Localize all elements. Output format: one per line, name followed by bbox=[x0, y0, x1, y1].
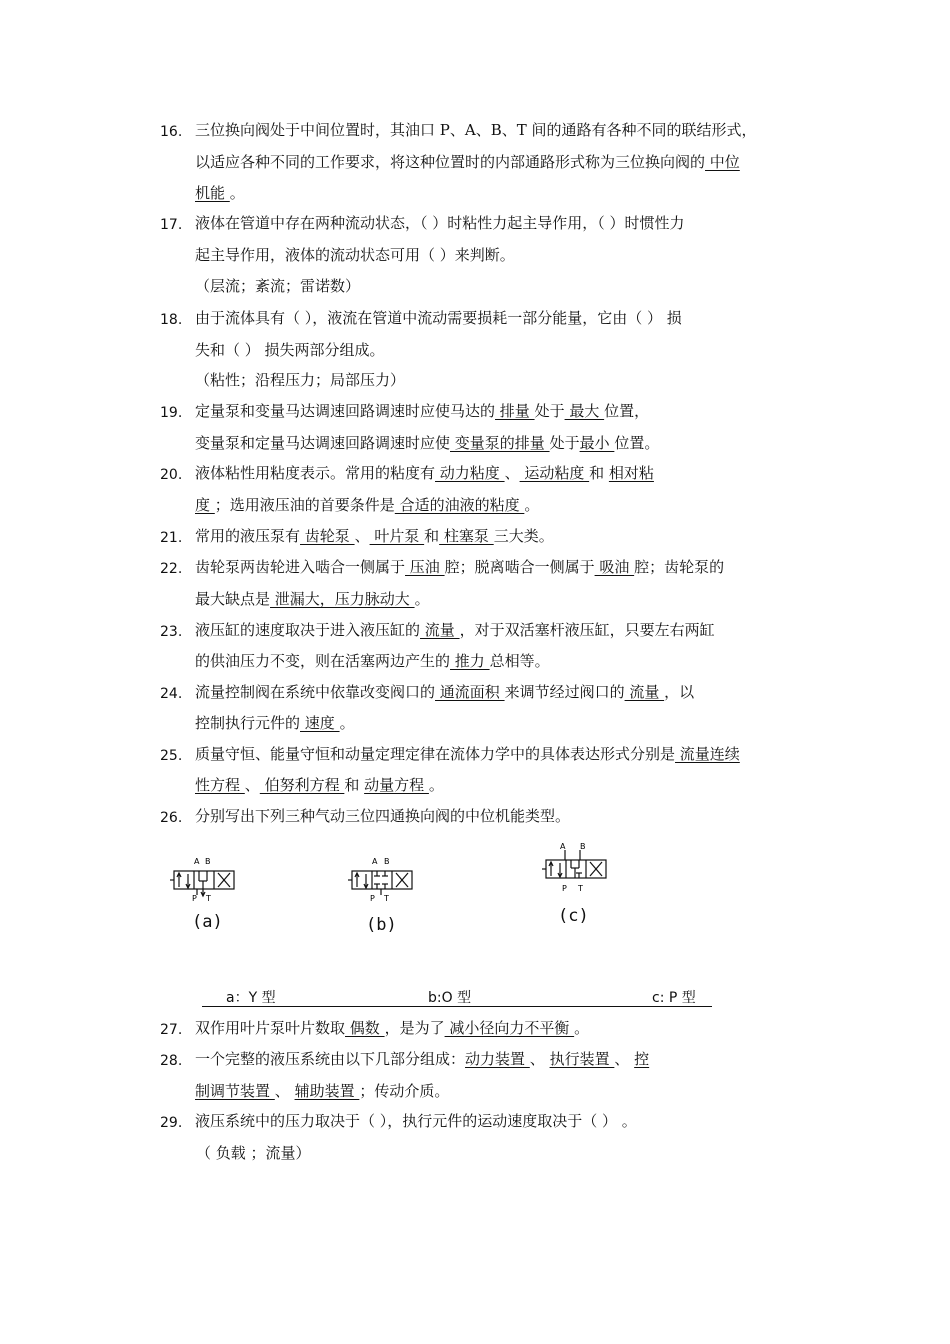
answer-blank: 度 bbox=[195, 496, 215, 514]
text: 定量泵和变量马达调速回路调速时应使马达的 bbox=[195, 402, 496, 420]
question-17-line-1: 液体在管道中存在两种流动状态，（ ）时粘性力起主导作用，（ ）时惯性力 bbox=[195, 214, 685, 232]
text: 。 bbox=[574, 1019, 590, 1037]
port-label-t: T bbox=[384, 894, 389, 902]
question-19-line-1 bbox=[195, 401, 649, 421]
answer-blank: 减小径向力不平衡 bbox=[444, 1019, 575, 1037]
port-label-t: T bbox=[578, 884, 583, 893]
question-number: 16. bbox=[160, 124, 183, 140]
question-28-line-2 bbox=[195, 1081, 449, 1101]
question-number: 18. bbox=[160, 312, 183, 328]
text: 。 bbox=[339, 714, 355, 732]
question-18-line-1: 由于流体具有（ ），液流在管道中流动需要损耗一部分能量，它由（ ） 损 bbox=[195, 309, 682, 327]
diagram-caption-b: (b) bbox=[366, 915, 397, 935]
question-29-line-1: 液压系统中的压力取决于（ ），执行元件的运动速度取决于（ ） 。 bbox=[195, 1112, 637, 1130]
text: 控制执行元件的 bbox=[195, 714, 301, 732]
question-number: 22. bbox=[160, 561, 183, 577]
text: 、 bbox=[529, 1050, 550, 1068]
text: 、 bbox=[504, 464, 520, 482]
text: 质量守恒、能量守恒和动量定理定律在流体力学中的具体表达形式分别是 bbox=[195, 745, 676, 763]
valve-diagram-a bbox=[168, 852, 240, 902]
answer-blank: 泄漏大，压力脉动大 bbox=[270, 590, 415, 608]
text: 和 bbox=[344, 776, 365, 794]
text: 。 bbox=[229, 184, 245, 202]
answer-blank: 最大 bbox=[564, 402, 605, 420]
text: 来调节经过阀口的 bbox=[504, 683, 625, 701]
answer-blank: 中位 bbox=[705, 153, 740, 171]
question-27-line-1 bbox=[195, 1018, 589, 1038]
valve-diagram-b bbox=[346, 852, 418, 902]
question-28-line-1 bbox=[195, 1049, 649, 1069]
question-17-answer: （层流；紊流；雷诺数） bbox=[195, 277, 361, 295]
question-number: 25. bbox=[160, 748, 183, 764]
answer-blank: 柱塞泵 bbox=[439, 527, 494, 545]
text: ，对于双活塞杆液压缸，只要左右两缸 bbox=[459, 621, 715, 639]
answer-blank: 流量 bbox=[624, 683, 665, 701]
text: 位置， bbox=[604, 402, 650, 420]
question-20-line-2 bbox=[195, 495, 539, 515]
text: 液压缸的速度取决于进入液压缸的 bbox=[195, 621, 421, 639]
answer-a: a：Y 型 bbox=[226, 990, 276, 1006]
answer-blank: 吸油 bbox=[594, 558, 635, 576]
port-label-p: P bbox=[562, 884, 567, 893]
question-18-line-2: 失和（ ） 损失两部分组成。 bbox=[195, 341, 385, 359]
answer-blank: 变量泵的排量 bbox=[450, 434, 550, 452]
answer-blank: 叶片泵 bbox=[369, 527, 425, 545]
question-number: 28. bbox=[160, 1053, 183, 1069]
text: 、 bbox=[614, 1050, 635, 1068]
text: 的供油压力不变，则在活塞两边产生的 bbox=[195, 652, 451, 670]
question-number: 23. bbox=[160, 624, 183, 640]
question-16-line-2 bbox=[195, 152, 740, 172]
answer-b: b:O 型 bbox=[428, 990, 472, 1006]
port-label-t: T bbox=[206, 894, 211, 902]
answer-blank: 伯努利方程 bbox=[259, 776, 345, 794]
text: 、 bbox=[244, 776, 260, 794]
text: 三大类。 bbox=[493, 527, 554, 545]
text: 以适应各种不同的工作要求，将这种位置时的内部通路形式称为三位换向阀的 bbox=[195, 153, 706, 171]
text: ，以 bbox=[664, 683, 695, 701]
answer-blank: 动量方程 bbox=[364, 776, 429, 794]
answer-blank: 流量连续 bbox=[675, 745, 740, 763]
question-number: 20. bbox=[160, 467, 183, 483]
text: 双作用叶片泵叶片数取 bbox=[195, 1019, 346, 1037]
answer-blank: 速度 bbox=[300, 714, 340, 732]
answer-blank: 通流面积 bbox=[435, 683, 505, 701]
answer-blank: 推力 bbox=[450, 652, 490, 670]
answer-blank: 机能 bbox=[195, 184, 230, 202]
text: 、 bbox=[354, 527, 370, 545]
text: 处于 bbox=[549, 434, 580, 452]
port-label-b: B bbox=[580, 842, 586, 851]
diagram-caption-a: (a) bbox=[192, 912, 223, 932]
answer-blank: 制调节装置 bbox=[195, 1082, 275, 1100]
question-18-answer: （粘性；沿程压力；局部压力） bbox=[195, 371, 406, 389]
answer-blank: 控 bbox=[634, 1050, 650, 1068]
text: 常用的液压泵有 bbox=[195, 527, 301, 545]
text: ；传动介质。 bbox=[359, 1082, 450, 1100]
answer-c: c: P 型 bbox=[652, 990, 696, 1006]
port-label-p: P bbox=[370, 894, 375, 902]
question-number: 17. bbox=[160, 217, 183, 233]
question-16-line-3 bbox=[195, 183, 245, 203]
text: 位置。 bbox=[614, 434, 660, 452]
answer-blank: 合适的油液的粘度 bbox=[394, 496, 525, 514]
text: 。 bbox=[414, 590, 430, 608]
answer-blank: 流量 bbox=[420, 621, 460, 639]
text: 流量控制阀在系统中依靠改变阀口的 bbox=[195, 683, 436, 701]
answer-blank: 性方程 bbox=[195, 776, 245, 794]
text: 总相等。 bbox=[489, 652, 550, 670]
text: ；选用液压油的首要条件是 bbox=[214, 496, 395, 514]
text: 、 bbox=[274, 1082, 295, 1100]
question-21-line-1 bbox=[195, 526, 554, 546]
port-label-a: A bbox=[372, 857, 378, 866]
answer-blank: 压油 bbox=[405, 558, 445, 576]
port-label-b: B bbox=[384, 857, 390, 866]
port-label-b: B bbox=[205, 857, 211, 866]
question-22-line-1 bbox=[195, 557, 724, 577]
answer-blank: 齿轮泵 bbox=[300, 527, 355, 545]
answer-blank: 动力粘度 bbox=[435, 464, 505, 482]
answer-blank: 执行装置 bbox=[549, 1050, 615, 1068]
question-19-line-2 bbox=[195, 433, 659, 453]
question-number: 19. bbox=[160, 405, 183, 421]
text: ，是为了 bbox=[384, 1019, 445, 1037]
question-25-line-1 bbox=[195, 744, 740, 764]
port-label-p: P bbox=[192, 894, 197, 902]
text: 。 bbox=[524, 496, 540, 514]
valve-diagram-c bbox=[540, 840, 612, 896]
answer-blank: 相对粘 bbox=[608, 464, 654, 482]
text: 。 bbox=[428, 776, 444, 794]
text: 液体粘性用粘度表示。常用的粘度有 bbox=[195, 464, 436, 482]
port-label-a: A bbox=[194, 857, 200, 866]
question-number: 27. bbox=[160, 1022, 183, 1038]
diagram-caption-c: (c) bbox=[558, 906, 589, 926]
question-24-line-1 bbox=[195, 682, 694, 702]
question-29-answer: （ 负载 ；流量） bbox=[196, 1144, 311, 1162]
answer-blank: 偶数 bbox=[345, 1019, 385, 1037]
question-17-line-2: 起主导作用，液体的流动状态可用（ ）来判断。 bbox=[195, 246, 515, 264]
text: 和 bbox=[589, 464, 609, 482]
answer-blank: 最小 bbox=[579, 434, 615, 452]
question-25-line-2 bbox=[195, 775, 444, 795]
answer-blank: 排量 bbox=[495, 402, 535, 420]
text: 和 bbox=[424, 527, 440, 545]
question-26-text: 分别写出下列三种气动三位四通换向阀的中位机能类型。 bbox=[195, 807, 571, 825]
text: 变量泵和定量马达调速回路调速时应使 bbox=[195, 434, 451, 452]
answer-blank: 动力装置 bbox=[465, 1050, 530, 1068]
question-23-line-2 bbox=[195, 651, 550, 671]
text: 最大缺点是 bbox=[195, 590, 271, 608]
question-number: 26. bbox=[160, 810, 183, 826]
question-number: 29. bbox=[160, 1115, 183, 1131]
question-23-line-1 bbox=[195, 620, 715, 640]
answer-underline bbox=[202, 1006, 712, 1007]
question-22-line-2 bbox=[195, 589, 430, 609]
text: 腔；齿轮泵的 bbox=[634, 558, 725, 576]
answer-blank: 辅助装置 bbox=[294, 1082, 360, 1100]
question-number: 21. bbox=[160, 530, 183, 546]
port-label-a: A bbox=[560, 842, 566, 851]
text: 腔；脱离啮合一侧属于 bbox=[444, 558, 595, 576]
question-24-line-2 bbox=[195, 713, 355, 733]
answer-blank: 运动粘度 bbox=[519, 464, 590, 482]
question-number: 24. bbox=[160, 686, 183, 702]
question-20-line-1 bbox=[195, 463, 654, 483]
text: 处于 bbox=[534, 402, 565, 420]
text: 一个完整的液压系统由以下几部分组成： bbox=[195, 1050, 466, 1068]
question-16-line-1: 三位换向阀处于中间位置时，其油口 P、A、B、T 间的通路有各种不同的联结形式， bbox=[195, 121, 757, 139]
text: 齿轮泵两齿轮进入啮合一侧属于 bbox=[195, 558, 406, 576]
